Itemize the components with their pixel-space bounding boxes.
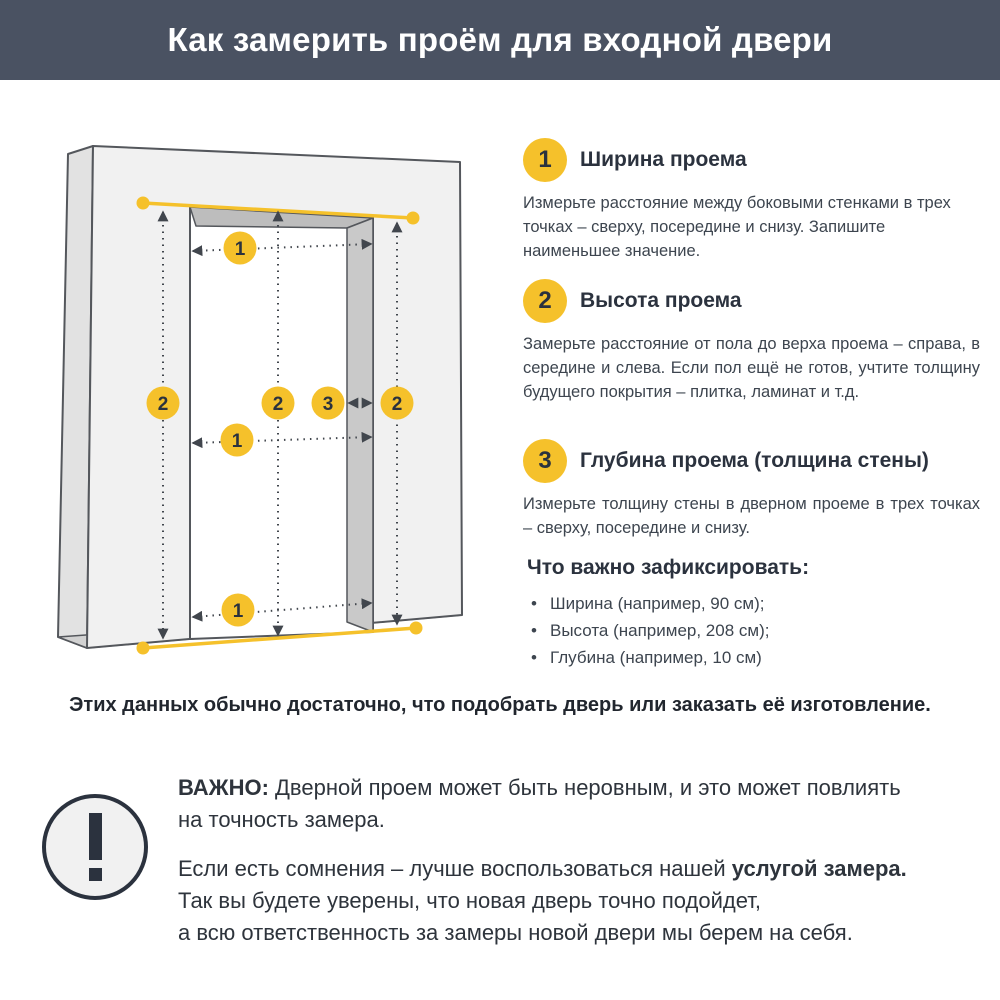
summary-line: Этих данных обычно достаточно, что подобрать дверь или заказать её изготовление. — [69, 694, 931, 716]
checklist-item-depth — [523, 644, 980, 671]
section-height-title: Высота проема — [580, 289, 742, 312]
marker-height-center — [262, 387, 295, 420]
page-title: Как замерить проём для входной двери — [167, 21, 833, 58]
exclamation-bar — [89, 813, 102, 860]
section-depth-body: Измерьте толщину стены в дверном проеме в трех точках – сверху, посередине и снизу. — [523, 495, 980, 537]
section-width — [523, 138, 980, 263]
checklist-item-height-text: Высота (например, 208 см); — [550, 621, 770, 640]
warning-important-label: ВАЖНО: — [178, 775, 269, 800]
step-badge-2: 2 — [523, 279, 567, 323]
warning-paragraph-1 — [178, 772, 978, 836]
svg-text:1: 1 — [232, 601, 244, 622]
marker-depth — [312, 387, 345, 420]
doorway-diagram — [30, 120, 510, 680]
marker-width-middle — [221, 424, 254, 457]
instructions-column — [523, 0, 980, 700]
section-width-header — [523, 138, 980, 182]
warning-paragraph-2 — [178, 853, 978, 949]
bottom-line-left-dot — [137, 642, 150, 655]
svg-text:1: 1 — [234, 239, 246, 260]
warning-p2-line3: а всю ответственность за замеры новой двери мы берем на себя. — [178, 920, 853, 945]
section-depth-title: Глубина проема (толщина стены) — [580, 449, 929, 472]
door-opening — [190, 207, 373, 639]
checklist-title: Что важно зафиксировать: — [527, 556, 810, 579]
bottom-line-right-dot — [410, 622, 423, 635]
marker-width-bottom — [222, 594, 255, 627]
section-height-body: Замерьте расстояние от пола до верха проема – справа, в середине и слева. Если пол ещё не готов, учтите толщину будущего покрытия – плитка, ламинат и т.д. — [523, 335, 980, 401]
top-line-right-dot — [407, 212, 420, 225]
svg-text:2: 2 — [157, 394, 169, 415]
section-height-header — [523, 279, 980, 323]
warning-p1-line2: на точность замера. — [178, 807, 385, 832]
section-depth — [523, 439, 980, 540]
opening-right-reveal — [347, 218, 373, 632]
marker-height-right — [381, 387, 414, 420]
svg-text:2: 2 — [272, 394, 284, 415]
warning-text — [178, 772, 978, 949]
warning-p2-line1: Если есть сомнения – лучше воспользоваться нашей услугой замера. — [178, 856, 907, 881]
svg-text:3: 3 — [322, 394, 334, 415]
marker-width-top — [224, 232, 257, 265]
step-badge-3: 3 — [523, 439, 567, 483]
measure-service-label: услугой замера. — [731, 856, 907, 881]
checklist-item-depth-text: Глубина (например, 10 см) — [550, 648, 762, 667]
section-width-body: Измерьте расстояние между боковыми стенками в трех точках – сверху, посередине и снизу. Запишите наименьшее значение. — [523, 194, 951, 260]
warning-p2-line2: Так вы будете уверены, что новая дверь точно подойдет, — [178, 888, 761, 913]
checklist — [523, 556, 980, 671]
marker-height-left — [147, 387, 180, 420]
exclamation-dot — [89, 868, 102, 881]
checklist-items — [523, 590, 980, 671]
top-line-left-dot — [137, 197, 150, 210]
warning-p1-line1: ВАЖНО: Дверной проем может быть неровным, и это может повлиять — [178, 775, 901, 800]
section-width-title: Ширина проема — [580, 148, 747, 171]
checklist-item-width-text: Ширина (например, 90 см); — [550, 594, 765, 613]
checklist-item-width — [523, 590, 980, 617]
svg-text:1: 1 — [231, 431, 243, 452]
step-badge-1: 1 — [523, 138, 567, 182]
checklist-item-height — [523, 617, 980, 644]
section-height — [523, 279, 980, 404]
svg-text:2: 2 — [391, 394, 403, 415]
section-depth-header — [523, 439, 980, 483]
exclamation-icon — [42, 794, 148, 900]
doorway-diagram-svg — [30, 120, 510, 680]
